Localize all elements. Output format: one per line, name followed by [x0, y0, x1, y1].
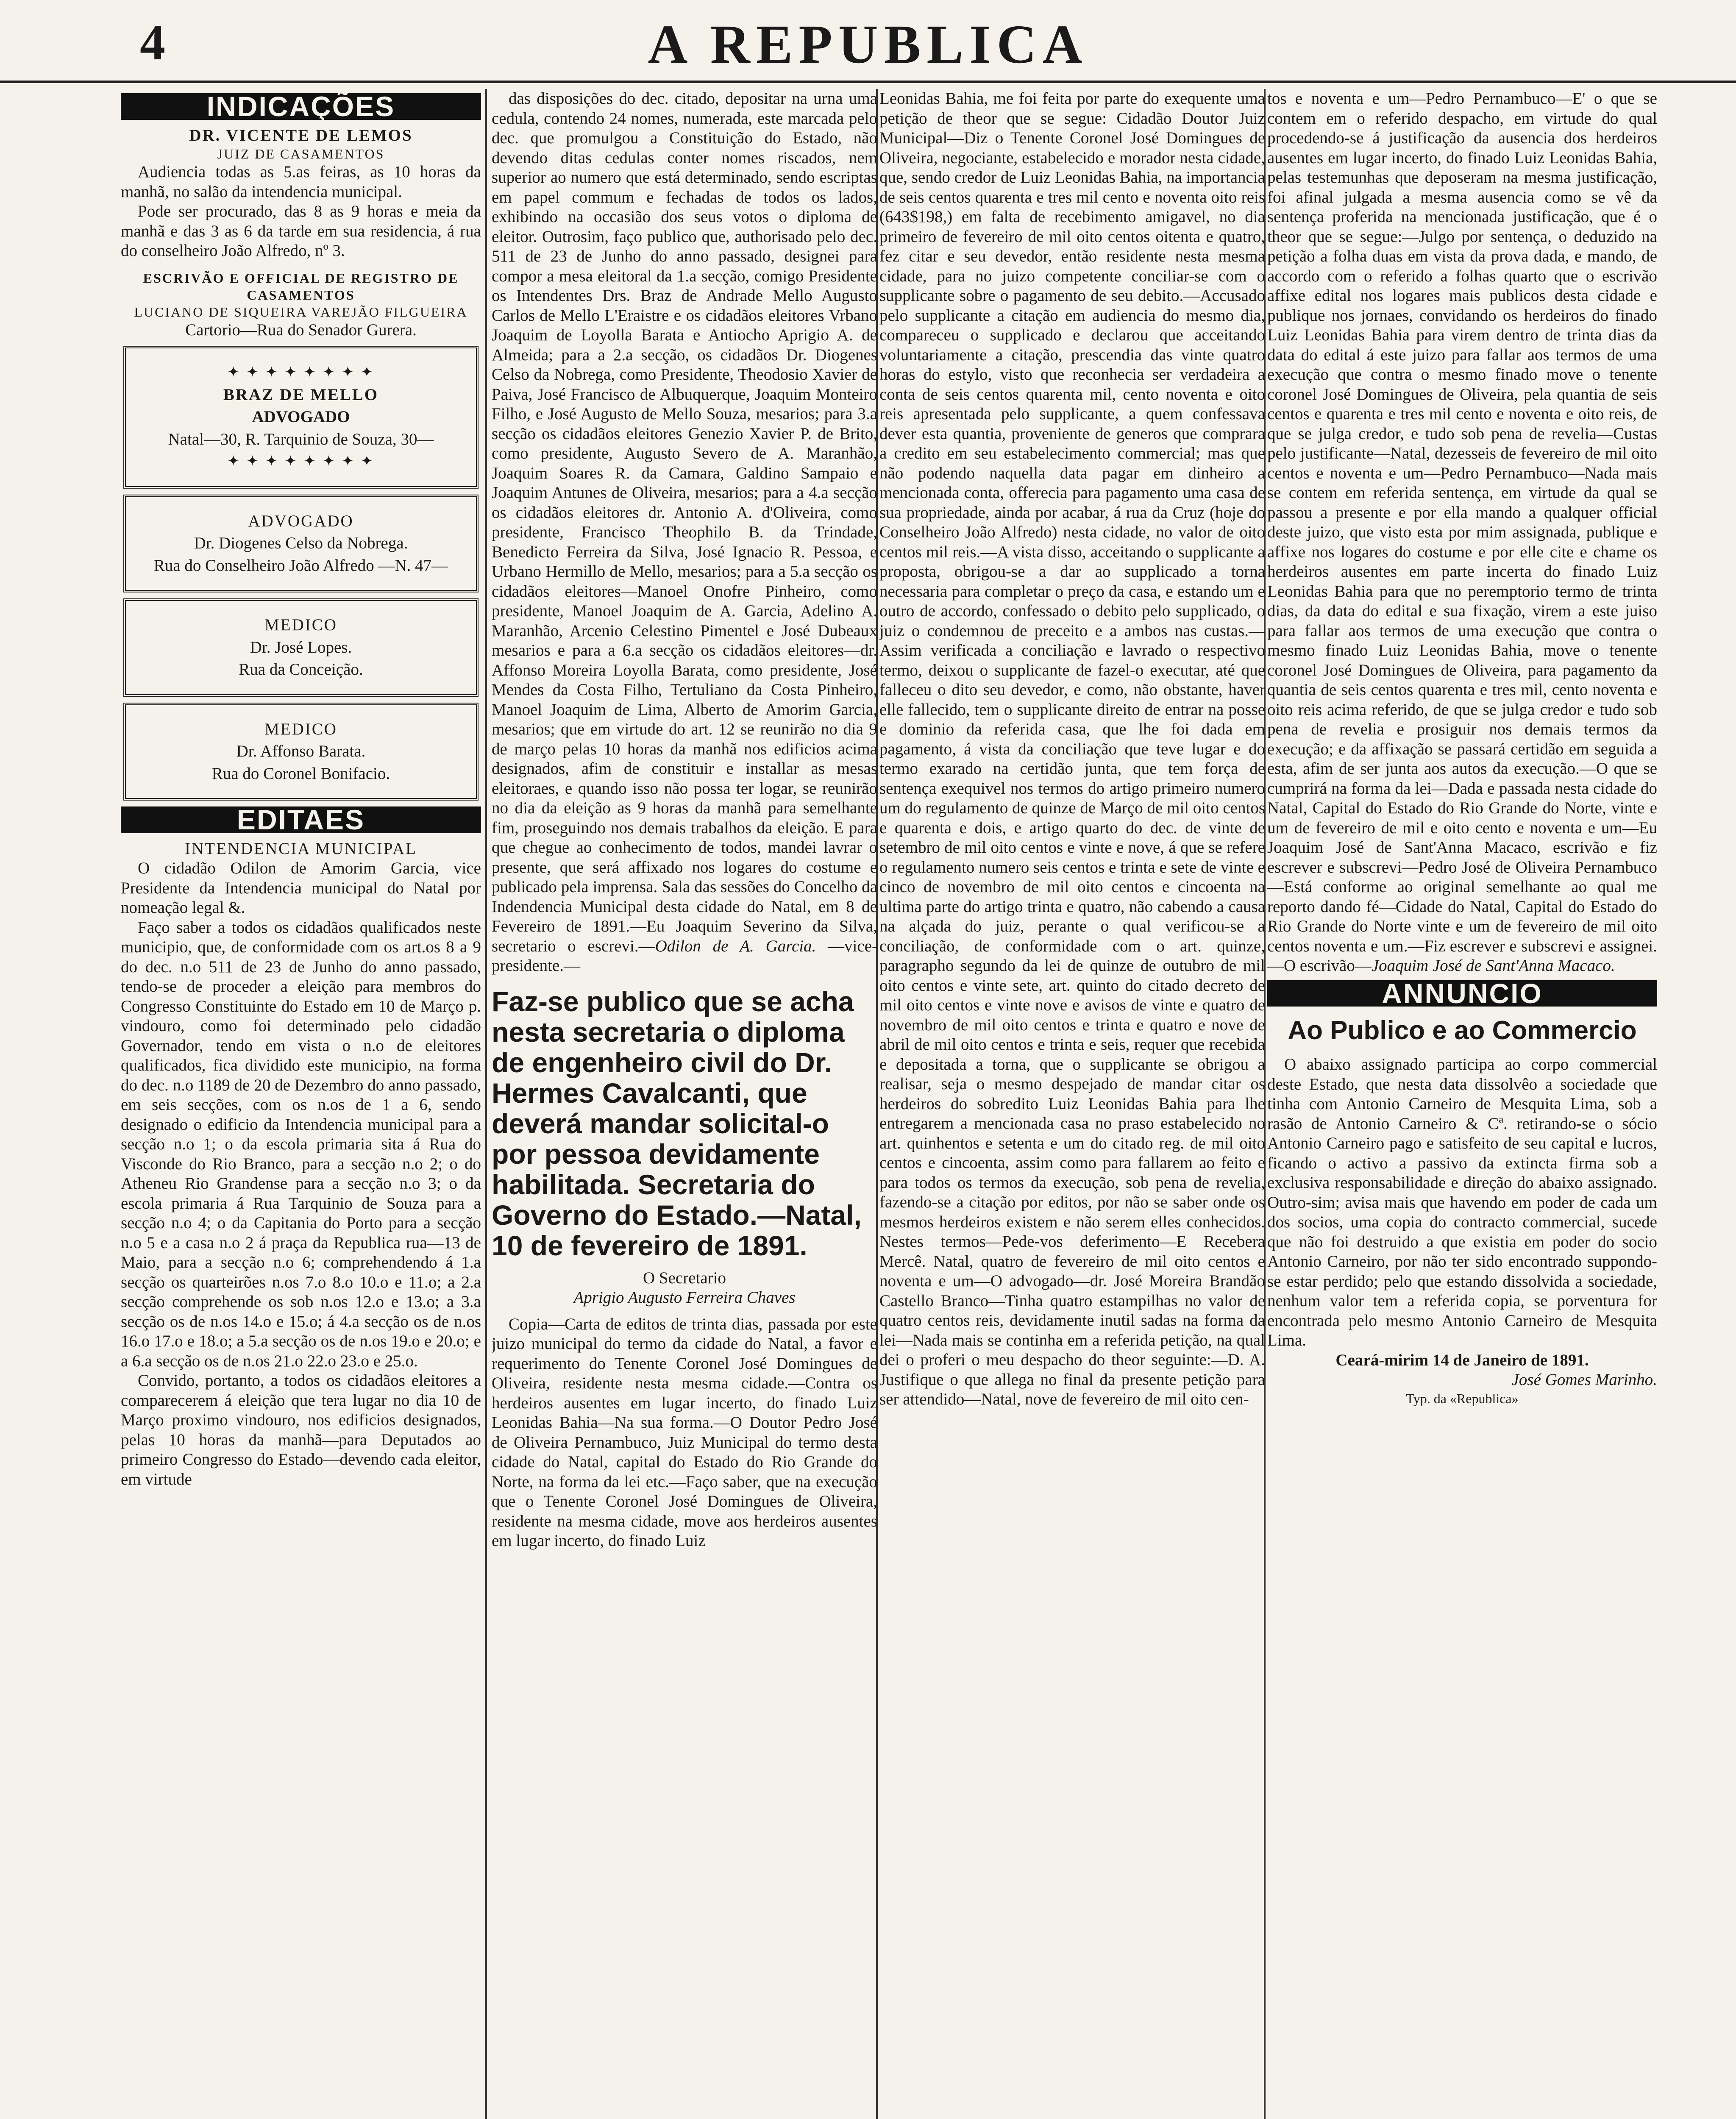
sentence-signature: Joaquim José de Sant'Anna Macaco.: [1371, 957, 1615, 975]
judge-text-1: Audiencia todas as 5.as feiras, as 10 horas da manhã, no salão da intendencia municipal.: [121, 163, 481, 201]
edital-continuation: [492, 89, 877, 976]
column-rule: [485, 89, 487, 2119]
annuncio-body: O abaixo assignado participa ao corpo commercial deste Estado, que nesta data dissolvêo a sociedade que tinha com Antonio Carneiro de Mesquita Lima, sob a rasão de Antonio Carneiro & Cª. retirando-se o sócio Antonio Carneiro pago e satisfeito de seu capital e lucros, ficando o activo a passivo da extincta firma sob a exclusiva responsabilidade e direção do abaixo assignado. Outro-sim; avisa mais que havendo em poder de cada um dos socios, uma copia do contracto commercial, sucede que não foi destruido a que existia em poder do socio Antonio Carneiro, por não ter sido encontrado suppondo-se estar perdido; pelo que estando dissolvida a sociedade, nenhum valor tem a referida copia, se porventura for encontrada pelo mesmo Antonio Carneiro de Mesquita Lima.: [1267, 1055, 1657, 1349]
card-role: MEDICO: [264, 720, 337, 738]
indicacoes-heading: INDICAÇÕES: [121, 93, 481, 120]
doctor-card-barata: [123, 703, 479, 801]
edital-signature: Odilon de A. Garcia.: [655, 937, 816, 955]
notice-role: O Secretario: [643, 1268, 726, 1287]
edital-continuation-text: das disposições do dec. citado, depositar na urna uma cedula, contendo 24 nomes, numerada, este marcada pelo dec. que promulgou a Constituição do Estado, não devendo ditas cedulas conter nomes riscados, nem superior ao numero que está determinado, sendo escriptas em papel commum e fechadas de todos os lados, exhibindo na occasião dos seus votos o diploma de eleitor. Outrosim, faço publico que, authorisado pelo dec. 511 de 23 de Junho do anno passado, designei para compor a mesa eleitoral da 1.a secção, comigo Presidente os Intendentes Drs. Braz de Andrade Mello Augusto Carlos de Mello L'Eraistre e os cidadãos eleitores Vrbano Joaquim de Loyolla Barata e Antiocho Aprigio A. de Almeida; para a 2.a secção, os cidadãos Dr. Diogenes Celso da Nobrega, como Presidente, Theodosio Xavier de Paiva, José Francisco de Albuquerque, Joaquim Monteiro Filho, e José Augusto de Mello Souza, mesarios; para 3.a secção os cidadãos eleitores Genezio Xavier P. de Brito, como presidente, Augusto Severo de A. Maranhão, Joaquim Soares R. da Camara, Galdino Sampaio e Joaquim Antunes de Oliveira, mesarios; para a 4.a secção os cidadãos eleitores dr. Antonio A. d'Oliveira, como presidente, Francisco Theophilo B. da Trindade, Benedicto Ferreira da Silva, José Ignacio R. Pessoa, e Urbano Hermillo de Mello, mesarios; para a 5.a secção os cidadãos eleitores—Manoel Onofre Pinheiro, como presidente, Manoel Joaquim de A. Garcia, Adelino A. Maranhão, Arcenio Celestino Pimentel e José Dubeaux mesarios e para a 6.a secção os cidadãos eleitores—dr. Affonso Moreira Loyolla Barata, como presidente, José Mendes da Costa Filho, Tertuliano da Costa Pinheiro, Manoel Joaquim de Lima, Alberto de Amorim Garcia, mesarios; que em virtude do art. 12 se reunirão no dia 9 de março pelas 10 horas da manhã nos edificios acima designados, afim de constituir e installar as mesas eleitoraes, e quando isso não possa ter logar, se reunirão no dia da eleição as 9 horas da manhã para semelhante fim, proseguindo nos demais trabalhos da eleição. E para que chegue ao conhecimento de todos, mandei lavrar o presente, que será affixado nos logares do costume e publicado pela imprensa. Sala das sessões do Concelho da Indendencia Municipal desta cidade do Natal, em 8 de Fevereiro de 1891.—Eu Joaquim Severino da Silva, secretario o escrevi.—: [492, 89, 877, 955]
annuncio-date: Ceará-mirim 14 de Janeiro de 1891.: [1335, 1351, 1589, 1369]
intendencia-title: INTENDENCIA MUNICIPAL: [185, 839, 417, 858]
typography-credit: Typ. da «Republica»: [1406, 1390, 1519, 1406]
sentence-text: [1267, 89, 1657, 976]
column-3: [879, 89, 1265, 2119]
card-name: BRAZ DE MELLO: [223, 385, 379, 404]
edital-paragraph-3: Convido, portanto, a todos os cidadãos eleitores a comparecerem á eleição que tera lugar no dia 10 de Março proximo vindouro, nos edificios designados, pelas 10 horas da manhã—para Deputados ao primeiro Congresso do Estado—devendo cada eleitor, em virtude: [121, 1371, 481, 1488]
edict-copy-paragraph: Copia—Carta de editos de trinta dias, passada por este juizo municipal do termo da cidade do Natal, a favor e requerimento do Tenente Coronel José Domingues de Oliveira, residente nesta mesma cidade.—Contra os herdeiros ausentes em lugar incerto, do finado Luiz Leonidas Bahia—Na sua forma.—O Doutor Pedro José de Oliveira Pernambuco, Juiz Municipal do termo desta cidade do Natal, capital do Estado do Rio Grande do Norte, na forma da lei etc.—Faço saber, que na execução que o Tenente Coronel José Domingues de Oliveira, residente na mesma cidade, move aos herdeiros ausentes em lugar incerto, do finado Luiz: [492, 1315, 877, 1550]
card-role: MEDICO: [264, 616, 337, 634]
editaes-heading: EDITAES: [121, 806, 481, 833]
edital-signature-role: —vice-presidente.—: [492, 937, 877, 975]
petition-text: Leonidas Bahia, me foi feita por parte do exequente uma petição de theor que se segue: Cidadão Doutor Juiz Municipal—Diz o Tenente Coronel José Domingues de Oliveira, negociante, estabelecido e morador nesta cidade, que, sendo credor de Luiz Leonidas Bahia, na importancia de seis centos quarenta e tres mil cento e noventa oito reis (643$198,) em falta de recebimento amigavel, no dia primeiro de fevereiro de mil oito centos oitenta e quatro, fez citar e seu devedor, então residente nesta mesma cidade, para no juizo competente conciliar-se com o supplicante sobre o pagamento de seu debito.—Accusado pelo supplicante a citação em audiencia do mesmo dia, compareceu o supplicado e declarou que acceitando voluntariamente a citação, prescendia das vinte quatro horas do estylo, visto que reconhecia ser verdadeira a conta de seis centos quarenta mil, cento noventa e oito reis apresentada pelo supplicante, a quem confessava dever esta quantia, proveniente de generos que comprara a credito em seu estabelecimento commercial; mas que não podendo naquella data pagar em dinheiro a mencionada conta, offerecia para pagamento uma casa de sua propriedade, ainda por acabar, á rua da Cruz (hoje do Conselheiro João Alfredo) nesta cidade, no valor de oito centos mil reis.—A vista disso, acceitando o supplicante a proposta, obrigou-se a dar ao supplicado a torna necessaria para completar o preço da casa, e estando um e outro de accordo, confessado o debito pelo supplicado, o juiz o condemnou de preceito e a ambos nas custas.—Assim verificada a conciliação e lavrado o respectivo termo, deixou o supplicante de fazel-o executar, até que falleceu o dito seu devedor, e como, não obstante, haver elle fallecido, tem o supplicante direito de entrar na posse e dominio da referida casa, que lhe foi dada em pagamento, á vista da conciliação que teve lugar e do termo exarado na certidão junta, que tem força de sentença exequivel nos termos do artigo primeiro numero um do regulamento de quinze de Março de mil oito centos e quarenta e dois, e artigo quarto do dec. de vinte de setembro de mil oito centos e vinte e nove, á que se refere o regulamento numero seis centos e trinta e sete de vinte e cinco de novembro de mil oito centos e cincoenta na ultima parte do artigo trinta e quatro, não cabendo a causa na alçada do juiz, perante o qual verificou-se a conciliação, de conformidade com o art. quinze, paragrapho segundo da lei de quinze de outubro de mil oito centos e vinte sete, art. quinto do citado decreto de mil oito centos e vinte nove e avisos de vinte e quatro de novembro de mil oito centos e trinta e quatro e nove de abril de mil oito centos e trinta e seis, requer que recebida e depositada a torna, que o supplicante se obrigou a realisar, seja o mesmo despejado de mandar citar os herdeiros do sobredito Luiz Leonidas Bahia para lhe entregarem a mencionada casa no praso estabelecido no art. quinhentos e setenta e um do citado reg. de mil oito centos e cincoenta, assim como para fallarem ao feito e para todos os termos da execução, sob pena de revelia, fazendo-se a citação por editos, por não se saber onde os mesmos herdeiros existem e não serem elles conhecidos. Nestes termos—Pede-vos deferimento—E Recebera Mercê. Natal, quatro de fevereiro de mil oito centos e noventa e um—O advogado—dr. José Moreira Brandão Castello Branco—Tinha quatro estampilhas no valor de quatro centos reis, devidamente inutil sadas na forma da lei—Nada mais se continha em a referida petição, na qual dei o proferi o meu despacho do theor seguinte:—D. A. Justifique o que allega no final da presente petição para ser attendido—Natal, nove de fevereiro de mil oito cen-: [879, 89, 1265, 1408]
doctor-card-lopes: [123, 598, 479, 697]
card-name: Dr. Diogenes Celso da Nobrega.: [194, 534, 408, 552]
column-1: [121, 89, 481, 2119]
annuncio-headline: Ao Publico e ao Commercio: [1288, 1016, 1637, 1045]
card-address: Rua do Conselheiro João Alfredo —N. 47—: [153, 556, 448, 575]
registrar-name: LUCIANO DE SIQUEIRA VAREJÃO FILGUEIRA: [134, 304, 468, 320]
lawyer-card-diogenes: [123, 495, 479, 593]
card-address: Rua da Conceição.: [239, 660, 363, 679]
newspaper-title: A REPUBLICA: [648, 14, 1088, 75]
notice-signature: Aprigio Augusto Ferreira Chaves: [573, 1288, 796, 1307]
card-address: Rua do Coronel Bonifacio.: [211, 764, 390, 783]
page-number: 4: [140, 14, 165, 70]
judge-name: DR. VICENTE DE LEMOS: [189, 126, 413, 145]
judge-text-2: Pode ser procurado, das 8 as 9 horas e meia da manhã e das 3 as 6 da tarde em sua residencia, á rua do conselheiro João Alfredo, nº 3.: [121, 202, 481, 260]
annuncio-heading: ANNUNCIO: [1267, 980, 1657, 1007]
column-4: [1267, 89, 1657, 2119]
annuncio-signature: José Gomes Marinho.: [1511, 1371, 1657, 1389]
column-2: [492, 89, 877, 2119]
edital-paragraph-1: O cidadão Odilon de Amorim Garcia, vice Presidente da Intendencia municipal do Natal por nomeação legal &.: [121, 859, 481, 917]
card-role: ADVOGADO: [252, 408, 350, 426]
card-name: Dr. Affonso Barata.: [236, 742, 366, 760]
registrar-address: Cartorio—Rua do Senador Gurera.: [185, 320, 417, 339]
edital-paragraph-2: Faço saber a todos os cidadãos qualificados neste municipio, que, de conformidade com os art.os 8 a 9 do dec. n.o 511 de 23 de Junho do anno passado, tendo-se de proceder a eleição para membros do Congresso Constituinte do Estado em 10 de Março p. vindouro, como foi determinado pelo cidadão Governador, tendo em vista o n.o de eleitores qualificados, fica dividido este municipio, na forma do dec. n.o 1189 de 20 de Dezembro do anno passado, em seis secções, com os n.os de 1 a 6, sendo designado o edificio da Intendencia municipal para a secção n.o 1; o da escola primaria sita á Rua do Visconde do Rio Branco, para a secção n.o 2; o do Atheneu Rio Grandense para a secção n.o 3; o da escola primaria á Rua Tarquinio de Souza para a secção n.o 4; o da Capitania do Porto para a secção n.o 5 e a casa n.o 2 á praça da Republica rua—13 de Maio, para a secção n.o 6; comprehendendo á 1.a secção os quarteirões n.os 7.o 8.o 10.o e 11.o; a 2.a secção comprehende os sob n.os 12.o e 13.o; a 3.a secção os de n.os 14.o e 15.o; á 4.a secção os de n.os 16.o 17.o e 18.o; a 5.a secção os de n.os 19.o e 20.o; e a 6.a secção os de n.os 21.o 22.o 23.o e 25.o.: [121, 918, 481, 1370]
sentence-text-body: tos e noventa e um—Pedro Pernambuco—E' o que se contem em o referido despacho, em virtude do qual procedendo-se á justificação da ausencia dos herdeiros ausentes em lugar incerto, do finado Luiz Leonidas Bahia, pelas testemunhas que deposeram na mesma justificação, foi afinal julgada a mesma ausencia como se vê da sentença proferida na mencionada justificação, que é o theor que se segue:—Julgo por sentença, o deduzido na petição a folha duas em vista da prova dada, e mando, de accordo com o referido a folhas quarto que o escrivão affixe edital nos logares mais publicos desta cidade e publique nos jornaes, convidando os herdeiros do finado Luiz Leonidas Bahia para virem dentro de trinta dias da data do edital á este juizo para fallar aos termos de uma execução que contra o mesmo finado move o tenente coronel José Domingues de Oliveira, pela quantia de seis centos e quarenta e tres mil cento e noventa e oito reis, de que se julga credor, e tudo sob pena de revelia—Custas pelo justificante—Natal, dezesseis de fevereiro de mil oito centos e noventa e um—Pedro Pernambuco—Nada mais se contem em referida sentença, em virtude da qual se passou a presente e por ella mando a qualquer official deste juizo, que visto esta por mim assignada, publique e affixe nos logares do costume e por elle cite e chame os herdeiros ausentes em parte incerta do finado Luiz Leonidas Bahia para que no peremptorio termo de trinta dias, da data do edital e sua fixação, virem a este juiso para fallar aos termos de uma execução que contra o mesmo finado Luiz Leonidas Bahia, move o tenente coronel José Domingues de Oliveira, para pagamento da quantia de seis centos quarenta e tres mil, cento noventa e oito reis acima referido, de que se julga credor e tudo sob pena de revelia e prosiguir nos demais termos da execução; e da affixação se passará certidão em seguida a esta, afim de ser junta aos autos da execução.—O que se cumprirá na forma da lei—Dada e passada nesta cidade do Natal, Capital do Estado do Rio Grande do Norte, vinte e um de fevereiro de mil e oito cento e noventa e um—Eu Joaquim José de Sant'Anna Macaco, escrivão e fiz escrever e subscrevi—Pedro José de Oliveira Pernambuco—Está conforme ao original semelhante ao qual me reporto dando fé—Cidade do Natal, Capital do Estado do Rio Grande do Norte vinte e um de fevereiro de mil oito centos noventa e um.—Fiz escrever e subscrevi e assignei.—O escrivão—: [1267, 89, 1657, 975]
card-name: Dr. José Lopes.: [250, 638, 352, 656]
diploma-notice: Faz-se publico que se acha nesta secretaria o diploma de engenheiro civil do Dr. Hermes Cavalcanti, que deverá mandar solicital-o por pessoa devidamente habilitada. Secretaria do Governo do Estado.—Natal, 10 de fevereiro de 1891.: [492, 985, 862, 1261]
judge-role: JUIZ DE CASAMENTOS: [217, 146, 385, 161]
card-address: Natal—30, R. Tarquinio de Souza, 30—: [168, 430, 434, 448]
masthead: [0, 0, 1736, 83]
registrar-title: ESCRIVÃO E OFFICIAL DE REGISTRO DE CASAMENTOS: [143, 270, 459, 303]
lawyer-card-braz: ✦ ✦ ✦ ✦ ✦ ✦ ✦ ✦ BRAZ DE MELLO ADVOGADO Natal—30, R. Tarquinio de Souza, 30— ✦ ✦ ✦ ✦ ✦ ✦ ✦ ✦: [123, 346, 479, 489]
card-role: ADVOGADO: [248, 512, 354, 530]
